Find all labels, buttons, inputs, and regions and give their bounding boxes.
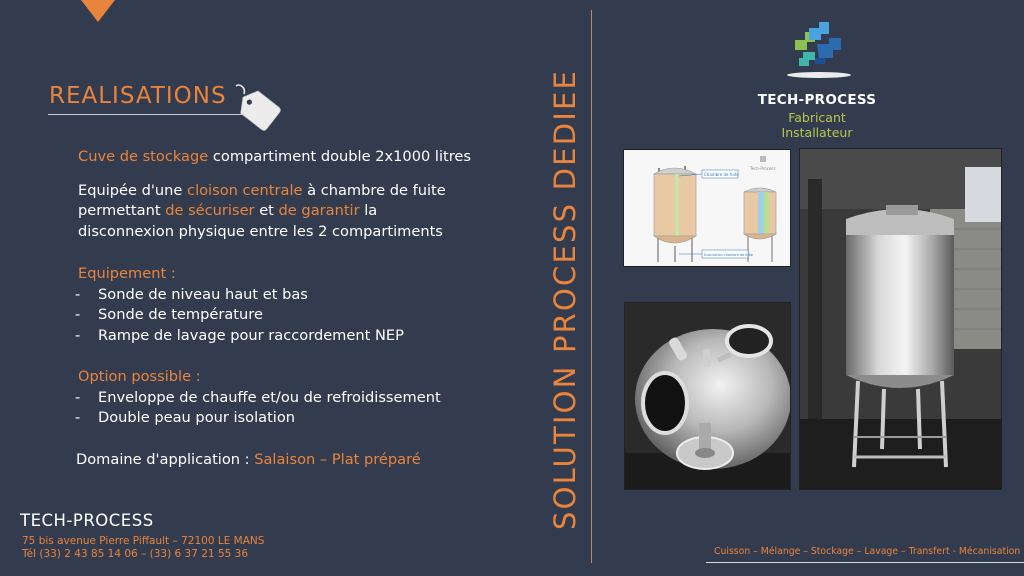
equipement-list bbox=[78, 285, 558, 347]
description-line-2: permettant de sécuriser et de garantir la bbox=[78, 202, 378, 219]
highlight-garantir: de garantir bbox=[278, 202, 360, 219]
list-item: - Sonde de niveau haut et bas bbox=[75, 285, 558, 306]
description-line-1: Equipée d'une cloison centrale à chambre de fuite bbox=[78, 181, 446, 199]
vertical-divider bbox=[591, 10, 592, 563]
option-title: Option possible : bbox=[78, 368, 201, 385]
top-triangle-decoration bbox=[81, 0, 115, 22]
brand-block bbox=[757, 92, 877, 140]
bottom-tagline: Cuisson – Mélange – Stockage – Lavage – Transfert - Mécanisation bbox=[714, 546, 1021, 557]
domaine-line bbox=[76, 450, 558, 471]
tech-process-logo-icon bbox=[785, 20, 853, 80]
content-block bbox=[78, 147, 558, 470]
intro-line bbox=[78, 147, 558, 168]
domaine-value: Salaison – Plat préparé bbox=[254, 450, 421, 468]
brand-name: TECH-PROCESS bbox=[757, 92, 877, 108]
highlight-cloison: cloison centrale bbox=[187, 181, 303, 199]
list-item: - Sonde de température bbox=[75, 305, 558, 326]
diagram-logo-name: Tech-Process bbox=[750, 166, 776, 171]
tank-diagram-image bbox=[623, 149, 791, 267]
tank-dome-photo bbox=[624, 302, 791, 490]
title-underline bbox=[48, 114, 244, 115]
equipement-title: Equipement : bbox=[78, 265, 176, 282]
diagram-label-bottom: Evacuation chambre de fuite bbox=[704, 253, 753, 257]
vertical-title: SOLUTION PROCESS DEDIEE bbox=[548, 68, 582, 530]
highlight-securiser: de sécuriser bbox=[165, 202, 255, 219]
tagline-underline bbox=[706, 562, 1024, 563]
option-list bbox=[78, 388, 558, 429]
footer-company: TECH-PROCESS bbox=[20, 511, 154, 530]
price-tag-icon bbox=[232, 84, 284, 134]
intro-highlight: Cuve de stockage bbox=[78, 148, 209, 165]
list-item: - Rampe de lavage pour raccordement NEP bbox=[75, 326, 558, 347]
footer-phone: Tél (33) 2 43 85 14 06 – (33) 6 37 21 55 36 bbox=[22, 548, 249, 560]
tank-factory-photo bbox=[799, 148, 1002, 490]
footer-address: 75 bis avenue Pierre Piffault – 72100 LE MANS bbox=[22, 535, 265, 547]
intro-rest: compartiment double 2x1000 litres bbox=[208, 148, 472, 165]
list-item: - Double peau pour isolation bbox=[75, 408, 558, 429]
domaine-label: Domaine d'application : bbox=[76, 450, 255, 468]
footer-contact bbox=[22, 535, 264, 561]
diagram-label-top: Chambre de fuite bbox=[704, 172, 739, 177]
section-title: REALISATIONS bbox=[49, 83, 227, 109]
brand-subtitle: Fabricant Installateur bbox=[781, 110, 853, 140]
list-item: - Enveloppe de chauffe et/ou de refroidissement bbox=[75, 388, 558, 409]
description-line-3: disconnexion physique entre les 2 compartiments bbox=[78, 222, 443, 240]
